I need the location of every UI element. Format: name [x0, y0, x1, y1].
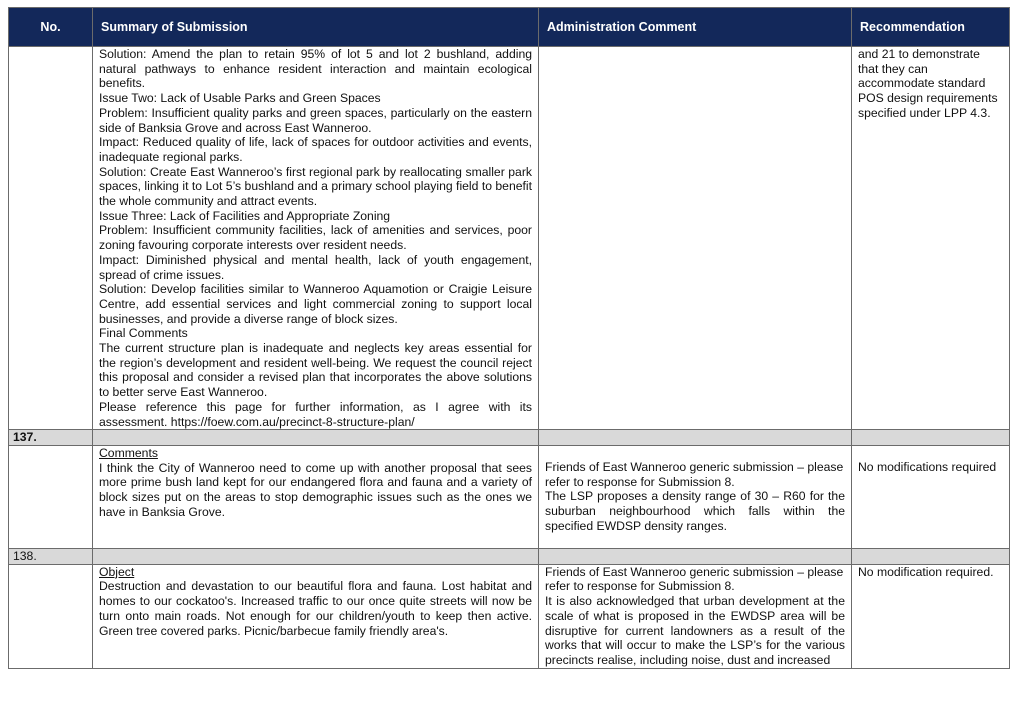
recommendation-text: No modification required. — [858, 564, 994, 579]
submission-number-row — [9, 548, 1010, 564]
summary-paragraph: Issue Two: Lack of Usable Parks and Green Spaces — [99, 91, 381, 106]
summary-cell — [93, 445, 539, 548]
admin-paragraph: Friends of East Wanneroo generic submission – please refer to response for Submission 8. — [545, 459, 844, 489]
summary-cell — [93, 564, 539, 668]
admin-comment-cell — [539, 564, 852, 668]
header-admin-comment: Administration Comment — [539, 8, 852, 47]
recommendation-cell — [852, 445, 1010, 548]
table-header-row — [9, 8, 1010, 47]
recommendation-cell: and 21 to demonstrate that they can accommodate standard POS design requirements specified under LPP 4.3. — [852, 47, 1010, 430]
summary-paragraph: Impact: Reduced quality of life, lack of spaces for outdoor activities and events, inadequate regional parks. — [99, 135, 532, 164]
summary-paragraph: Solution: Amend the plan to retain 95% of lot 5 and lot 2 bushland, adding natural pathways to enhance resident interaction and maintain ecological benefits. — [99, 47, 532, 91]
header-no: No. — [9, 8, 93, 47]
summary-paragraph: The current structure plan is inadequate and neglects key areas essential for the region’s development and resident well-being. We request the council reject this proposal and consider a revised plan that incorporates the above solutions to better serve East Wanneroo. — [99, 341, 532, 400]
no-cell — [9, 445, 93, 548]
summary-paragraph: Destruction and devastation to our beautiful flora and fauna. Lost habitat and homes to our cockatoo's. Increased traffic to our once quite streets will now be turn onto main roads. Not enough for our children/youth to keep then active. Green tree covered parks. Picnic/barbecue family friendly area's. — [99, 579, 532, 638]
submission-number-row — [9, 430, 1010, 446]
summary-heading: Object — [99, 564, 135, 579]
summary-heading: Comments — [99, 445, 158, 460]
admin-paragraph: Friends of East Wanneroo generic submission – please refer to response for Submission 8. — [545, 564, 844, 594]
submission-number: 137. — [9, 430, 93, 446]
admin-comment-cell — [539, 445, 852, 548]
admin-paragraph: The LSP proposes a density range of 30 – R60 for the suburban neighbourhood which falls within the specified EWDSP density ranges. — [545, 489, 845, 533]
summary-paragraph: Problem: Insufficient community facilities, lack of amenities and services, poor zoning favouring corporate interests over resident needs. — [99, 223, 532, 253]
admin-paragraph: It is also acknowledged that urban development at the scale of what is proposed in the EWDSP area will be disruptive for current landowners as a result of the works that will occur to make the LSP’s for the various precincts realise, including noise, dust and increased — [545, 594, 845, 667]
summary-paragraph: Final Comments — [99, 326, 188, 341]
header-recommendation: Recommendation — [852, 8, 1010, 47]
summary-paragraph: Issue Three: Lack of Facilities and Appropriate Zoning — [99, 208, 391, 223]
recommendation-cell — [852, 564, 1010, 668]
summary-cell — [93, 47, 539, 430]
no-cell — [9, 47, 93, 430]
recommendation-text: No modifications required — [858, 459, 997, 474]
table-row — [9, 445, 1010, 548]
table-row — [9, 564, 1010, 668]
summary-paragraph: Problem: Insufficient quality parks and green spaces, particularly on the eastern side of Banksia Grove and across East Wanneroo. — [99, 105, 532, 135]
summary-paragraph: Solution: Develop facilities similar to Wanneroo Aquamotion or Craigie Leisure Centre, add essential services and light commercial zoning to support local businesses, and provide a diverse range of block sizes. — [99, 282, 532, 326]
table-row-continued — [9, 47, 1010, 430]
summary-paragraph: Solution: Create East Wanneroo’s first regional park by reallocating smaller park spaces, linking it to Lot 5’s bushland and a primary school playing field to benefit the whole community and attract events. — [99, 164, 532, 209]
admin-comment-cell — [539, 47, 852, 430]
summary-paragraph: Impact: Diminished physical and mental health, lack of youth engagement, spread of crime issues. — [99, 252, 532, 282]
submission-number: 138. — [9, 548, 93, 564]
submissions-table — [8, 7, 1010, 669]
summary-paragraph: Please reference this page for further information, as I agree with its assessment. https://foew.com.au/precinct-8-structure-plan/ — [99, 399, 532, 429]
summary-paragraph: I think the City of Wanneroo need to come up with another proposal that sees more prime bush land kept for our endangered flora and fauna and a variety of block sizes put on the areas to stop demographic issues such as the ones we have in Banksia Grove. — [99, 460, 532, 519]
header-summary: Summary of Submission — [93, 8, 539, 47]
no-cell — [9, 564, 93, 668]
